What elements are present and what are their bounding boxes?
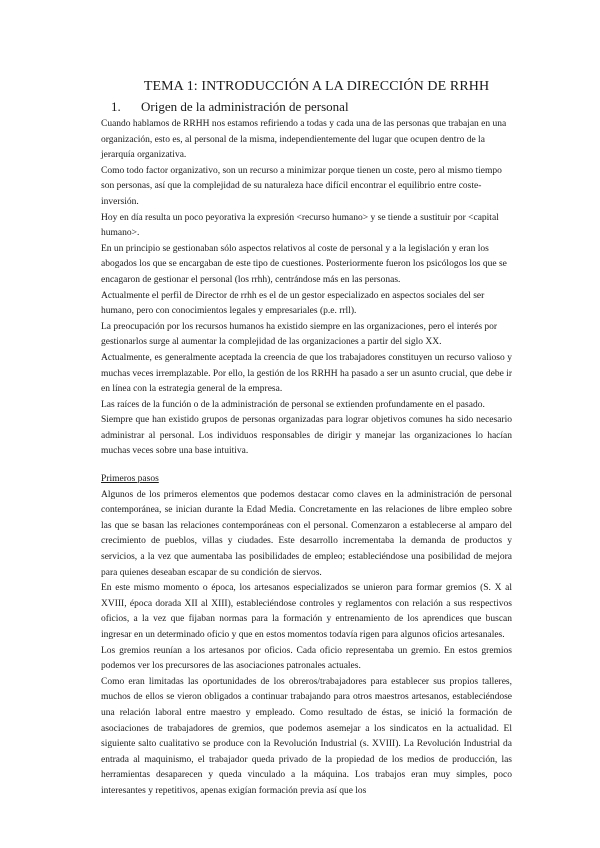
section-heading xyxy=(101,99,512,115)
paragraph: La preocupación por los recursos humanos ha existido siempre en las organizaciones, pero el interés por gestionarlos surge al aumentar la complejidad de las organizaciones a partir del siglo XX. xyxy=(101,321,498,348)
paragraph: Como eran limitadas las oportunidades de los obreros/trabajadores para establecer sus propios talleres, muchos de ellos se vieron obligados a continuar trabajando para otros maestros artesanos, estableciéndose una relación laboral entre maestro y empleado. Como resultado de éstas, se inició la formación de asociaciones de trabajadores de gremios, que podemos asemejar a los sindicatos en la actualidad. El siguiente salto cualitativo se produce con la Revolución Industrial (s. XVIII). La Revolución Industrial da entrada al maquinismo, el trabajador queda privado de la propiedad de los medios de producción, las herramientas desaparecen y queda vinculado a la máquina. Los trabajos eran muy simples, poco interesantes y repetitivos, apenas exigían formación previa así que los xyxy=(101,676,512,796)
paragraph: Cuando hablamos de RRHH nos estamos refiriendo a todas y cada una de las personas que trabajan en una organización, esto es, al personal de la misma, independientemente del lugar que ocupen dentro de la jerarquía organizativa. xyxy=(101,119,507,161)
paragraph: En un principio se gestionaban sólo aspectos relativos al coste de personal y a la legislación y eran los abogados los que se encargaban de este tipo de cuestiones. Posteriormente fueron los psicólogos los que se encagaron de gestionar el personal (los rrhh), centrándose más en las personas. xyxy=(101,243,507,285)
section-number: 1. xyxy=(111,99,121,114)
paragraph: Las raíces de la función o de la administración de personal se extienden profundamente en el pasado. xyxy=(101,399,485,410)
paragraph: Los gremios reunían a los artesanos por oficios. Cada oficio representaba un gremio. En estos gremios podemos ver los precursores de las asociaciones patronales actuales. xyxy=(101,645,512,672)
paragraph: Actualmente el perfil de Director de rrhh es el de un gestor especializado en aspectos sociales del ser humano, pero con conocimientos legales y empresariales (p.e. rrll). xyxy=(101,290,485,317)
paragraph: Siempre que han existido grupos de personas organizadas para lograr objetivos comunes ha sido necesario administrar al personal. Los individuos responsables de dirigir y manejar las organizaciones lo hacían muchas veces sobre una base intuitiva. xyxy=(101,415,512,457)
paragraph: En este mismo momento o época, los artesanos especializados se unieron para formar gremios (S. X al XVIII, época dorada XII al XIII), estableciéndose controles y reglamentos con relación a sus respectivos oficios, a la vez que fijaban normas para la formación y entrenamiento de los aprendices que buscan ingresar en un determinado oficio y que en estos momentos todavía rigen para algunos oficios artesanales. xyxy=(101,583,512,640)
paragraph: Algunos de los primeros elementos que podemos destacar como claves en la administración de personal contemporánea, se inician durante la Edad Media. Concretamente en las relaciones de libre empleo sobre las que se basan las relaciones contemporáneas con el personal. Comenzaron a establecerse al amparo del crecimiento de pueblos, villas y ciudades. Este desarrollo incrementaba la demanda de productos y servicios, a la vez que aumentaba las posibilidades de empleo; estableciéndose una posibilidad de mejora para quienes deseaban escapar de su condición de siervos. xyxy=(101,489,512,578)
paragraph: Hoy en día resulta un poco peyorativa la expresión <recurso humano> y se tiende a sustituir por <capital humano>. xyxy=(101,212,499,239)
section-heading-text: Origen de la administración de personal xyxy=(141,99,349,114)
document-title: TEMA 1: INTRODUCCIÓN A LA DIRECCIÓN DE RRHH xyxy=(143,79,490,94)
paragraph: Como todo factor organizativo, son un recurso a minimizar porque tienen un coste, pero al mismo tiempo son personas, así que la complejidad de su naturaleza hace difícil encontrar el equilibrio entre coste- inversión. xyxy=(101,165,502,207)
paragraph: Actualmente, es generalmente aceptada la creencia de que los trabajadores constituyen un recurso valioso y muchas veces irremplazable. Por ello, la gestión de los RRHH ha pasado a ser un asunto crucial, que debe ir en línea con la estrategia general de la empresa. xyxy=(101,352,513,395)
spacer xyxy=(101,460,512,472)
subsection-title: Primeros pasos xyxy=(101,474,159,485)
